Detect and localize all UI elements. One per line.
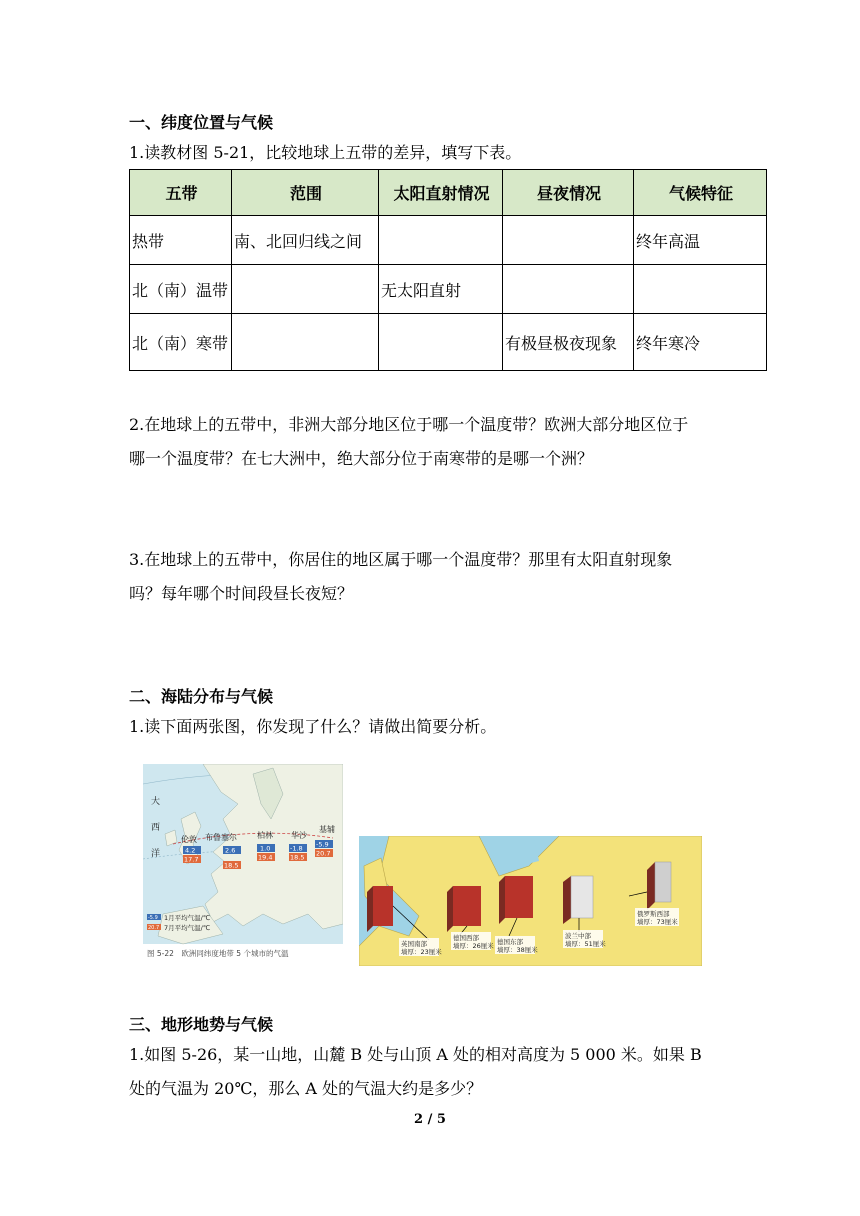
table-cell: 终年寒冷 (634, 314, 767, 371)
city-jul-temp: 20.7 (316, 849, 331, 858)
table-header-cell: 太阳直射情况 (379, 170, 503, 216)
city-name: 柏林 (257, 831, 273, 840)
city-jan-temp: -1.8 (290, 844, 303, 853)
table-cell (503, 265, 634, 314)
wall-region-label: 俄罗斯西部 (637, 910, 670, 918)
page-number: 2 / 5 (414, 1112, 446, 1127)
table-cell: 北（南）温带 (130, 265, 232, 314)
wall-thickness-label: 墙厚：26厘米 (453, 942, 494, 950)
table-cell: 热带 (130, 216, 232, 265)
table-cell (634, 265, 767, 314)
city-jan-temp: 1.0 (260, 844, 271, 853)
section1-question2-line1: 2.在地球上的五带中，非洲大部分地区位于哪一个温度带？欧洲大部分地区位于 (129, 415, 689, 434)
table-header-cell: 范围 (232, 170, 379, 216)
five-zones-table (129, 169, 767, 371)
wall-thickness-map (359, 836, 702, 966)
legend-jan-swatch-value: -5.9 (148, 915, 158, 921)
table-cell (379, 314, 503, 371)
table-header-cell: 气候特征 (634, 170, 767, 216)
table-cell: 终年高温 (634, 216, 767, 265)
city-name: 基辅 (319, 825, 335, 834)
city-warsaw (289, 830, 308, 862)
map-caption: 图 5-22 欧洲同纬度地带 5 个城市的气温 (147, 949, 289, 958)
city-jul-temp: 18.5 (224, 861, 239, 870)
table-cell: 无太阳直射 (379, 265, 503, 314)
table-cell: 有极昼极夜现象 (503, 314, 634, 371)
city-jan-temp: -5.9 (316, 840, 329, 849)
wall-region-label: 波兰中部 (565, 932, 591, 940)
legend-jul-swatch-value: 20.7 (148, 925, 160, 931)
wall-thickness-label: 墙厚：51厘米 (565, 940, 606, 948)
section2-title: 二、海陆分布与气候 (129, 687, 274, 706)
legend-jan-label: 1月平均气温/℃ (164, 914, 211, 922)
wall-region-label: 德国西部 (453, 934, 479, 942)
table-cell: 南、北回归线之间 (232, 216, 379, 265)
ocean-label-char: 大 (151, 797, 161, 807)
table-header-row (130, 170, 767, 216)
wall-region-label: 德国东部 (497, 938, 523, 946)
ocean-label-char: 洋 (151, 849, 161, 859)
table-header-cell: 五带 (130, 170, 232, 216)
section3-title: 三、地形地势与气候 (129, 1015, 274, 1034)
city-jan-temp: 2.6 (225, 846, 236, 855)
table-cell (232, 314, 379, 371)
section1-title: 一、纬度位置与气候 (129, 113, 274, 132)
city-berlin (257, 830, 275, 862)
table-cell (232, 265, 379, 314)
section1-question2-line2: 哪一个温度带？在七大洲中，绝大部分位于南寒带的是哪一个洲？ (129, 449, 594, 468)
table-cell (379, 216, 503, 265)
section3-question1-line1: 1.如图 5-26，某一山地，山麓 B 处与山顶 A 处的相对高度为 5 000 米。如果 B (129, 1045, 702, 1064)
city-jan-temp: 4.2 (185, 846, 196, 855)
section3-question1-line2: 处的气温为 20℃，那么 A 处的气温大约是多少？ (129, 1079, 483, 1098)
wall-thickness-label: 墙厚：73厘米 (637, 918, 678, 926)
legend-jul-label: 7月平均气温/℃ (164, 924, 211, 932)
europe-temperature-map (143, 764, 343, 962)
city-jul-temp: 18.5 (290, 853, 305, 862)
table-row (130, 216, 767, 265)
city-name: 布鲁塞尔 (205, 833, 237, 842)
city-jul-temp: 17.7 (184, 855, 199, 864)
section1-question3-line2: 吗？每年哪个时间段昼长夜短？ (129, 584, 354, 603)
wall-region-label: 英国南部 (401, 940, 427, 948)
table-row (130, 314, 767, 371)
city-name: 伦敦 (181, 835, 197, 844)
wall-thickness-label: 墙厚：38厘米 (497, 946, 538, 954)
table-header-cell: 昼夜情况 (503, 170, 634, 216)
section1-question1: 1.读教材图 5-21，比较地球上五带的差异，填写下表。 (129, 143, 522, 162)
table-cell: 北（南）寒带 (130, 314, 232, 371)
table-row (130, 265, 767, 314)
ocean-label-char: 西 (151, 823, 161, 833)
section1-question3-line1: 3.在地球上的五带中，你居住的地区属于哪一个温度带？那里有太阳直射现象 (129, 550, 673, 569)
table-cell (503, 216, 634, 265)
city-name: 华沙 (291, 831, 307, 840)
city-jul-temp: 19.4 (258, 853, 273, 862)
section2-question1: 1.读下面两张图，你发现了什么？请做出简要分析。 (129, 717, 497, 736)
wall-thickness-label: 墙厚：23厘米 (401, 948, 442, 956)
